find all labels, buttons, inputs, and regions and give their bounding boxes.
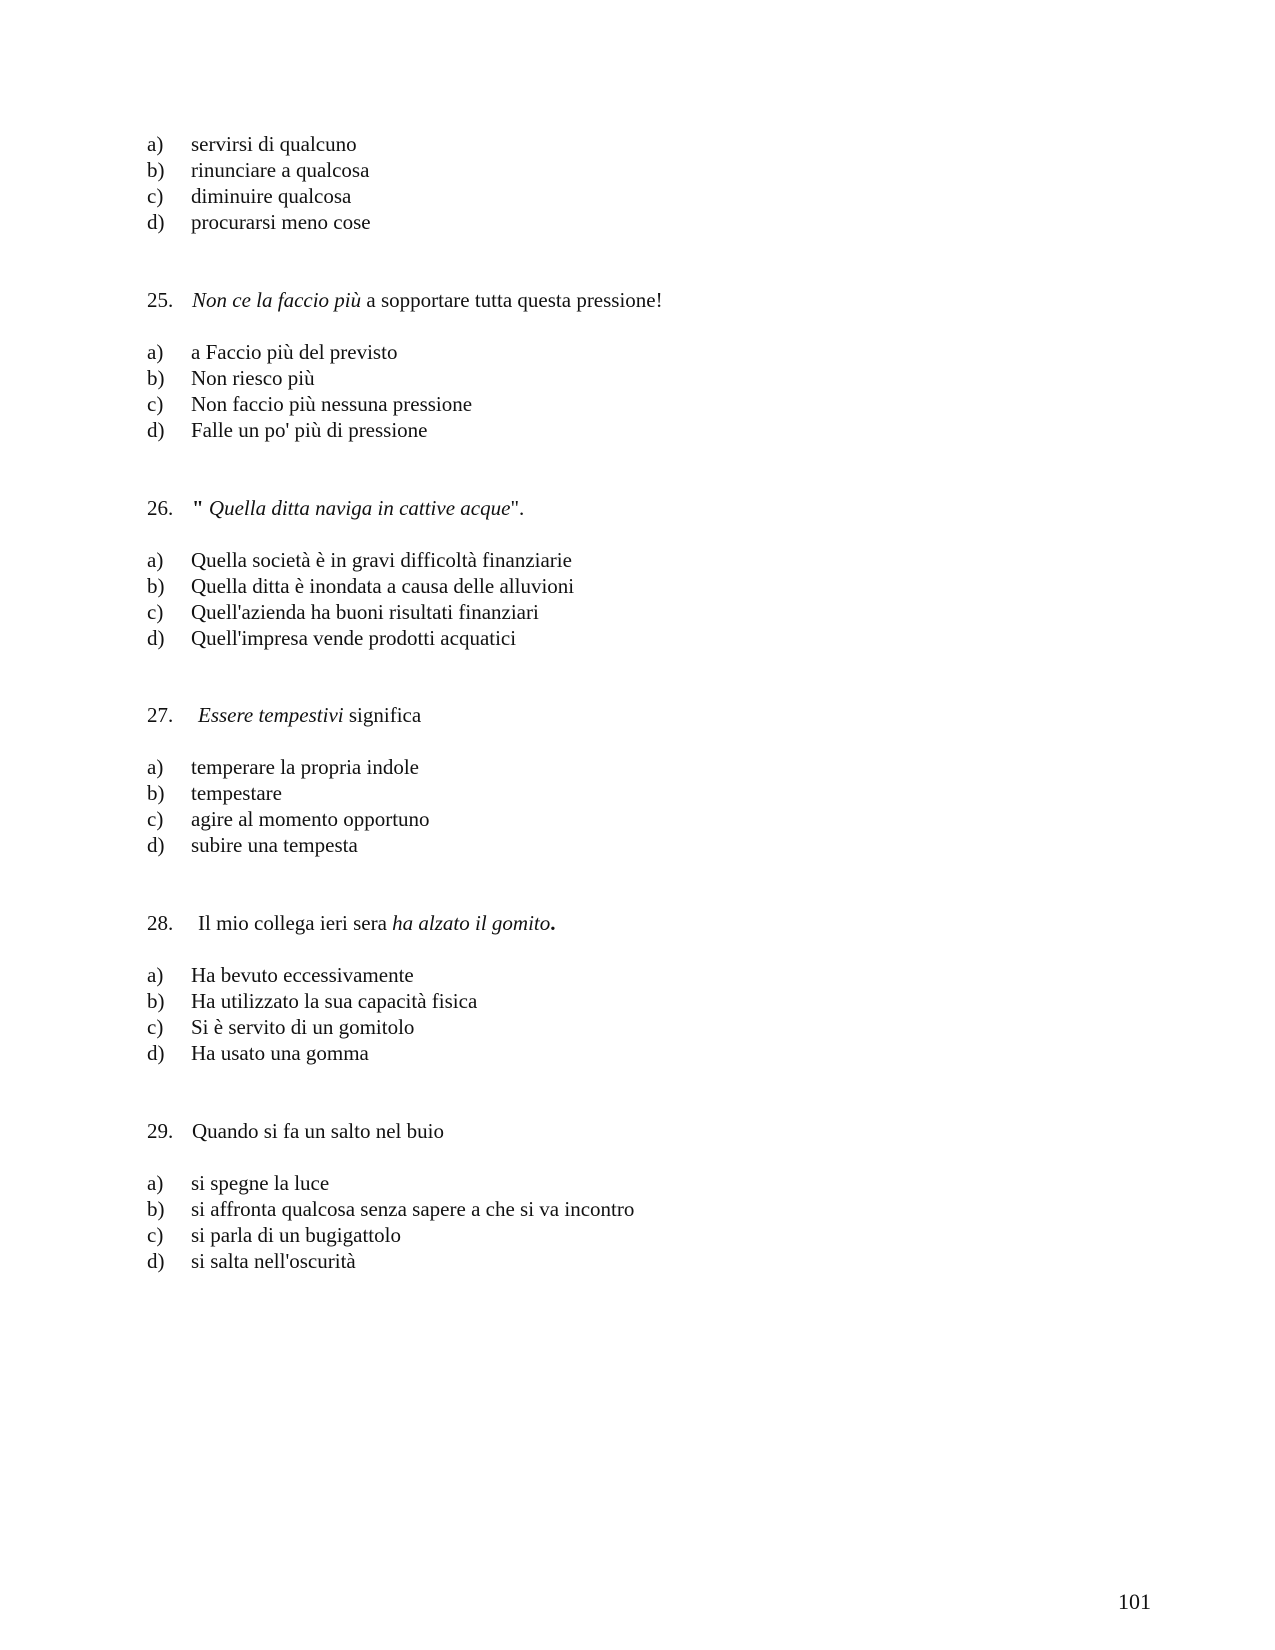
option-text: Non faccio più nessuna pressione xyxy=(191,392,473,416)
option-text: si affronta qualcosa senza sapere a che si va incontro xyxy=(191,1197,635,1221)
stem-italic: ha alzato il gomito xyxy=(392,911,551,935)
stem-rest: a sopportare tutta questa pressione! xyxy=(361,288,663,312)
option-letter: c) xyxy=(147,807,164,831)
question-stem xyxy=(192,286,663,314)
option-letter: a) xyxy=(147,755,164,779)
question-number: 25. xyxy=(147,288,174,312)
option-text: Non riesco più xyxy=(191,366,315,390)
option-letter: b) xyxy=(147,366,165,390)
stem-italic: Non ce la faccio più xyxy=(192,288,362,312)
stem-italic: Quella ditta naviga in cattive acque xyxy=(208,496,511,520)
option-text: Quell'azienda ha buoni risultati finanziari xyxy=(191,600,539,624)
option-text: diminuire qualcosa xyxy=(191,184,352,208)
option-letter: b) xyxy=(147,989,165,1013)
option-text: Quella ditta è inondata a causa delle alluvioni xyxy=(191,574,575,598)
option-text: Si è servito di un gomitolo xyxy=(191,1015,415,1039)
option-letter: a) xyxy=(147,548,164,572)
stem-italic: Essere tempestivi xyxy=(198,703,344,727)
stem-open-quote: " xyxy=(192,496,209,520)
option-letter: d) xyxy=(147,210,165,234)
option-letter: d) xyxy=(147,1041,165,1065)
option-text: subire una tempesta xyxy=(191,833,358,857)
stem-start: Il mio collega ieri sera xyxy=(198,911,393,935)
stem-end: . xyxy=(550,911,556,935)
stem-start: Quando si fa un salto nel buio xyxy=(192,1119,444,1143)
option-letter: d) xyxy=(147,626,165,650)
option-text: servirsi di qualcuno xyxy=(191,132,357,156)
option-letter: b) xyxy=(147,574,165,598)
option-letter: a) xyxy=(147,1171,164,1195)
question-stem xyxy=(192,494,524,522)
option-text: si parla di un bugigattolo xyxy=(191,1223,401,1247)
option-letter: c) xyxy=(147,600,164,624)
option-letter: c) xyxy=(147,1223,164,1247)
option-text: Ha bevuto eccessivamente xyxy=(191,963,414,987)
option-letter: d) xyxy=(147,418,165,442)
option-letter: b) xyxy=(147,1197,165,1221)
question-number: 26. xyxy=(147,496,174,520)
option-text: Quell'impresa vende prodotti acquatici xyxy=(191,626,517,650)
option-letter: a) xyxy=(147,340,164,364)
option-letter: a) xyxy=(147,132,164,156)
option-text: agire al momento opportuno xyxy=(191,807,430,831)
option-text: a Faccio più del previsto xyxy=(191,340,398,364)
question-number: 27. xyxy=(147,703,174,727)
option-letter: c) xyxy=(147,1015,164,1039)
question-number: 29. xyxy=(147,1119,174,1143)
option-letter: c) xyxy=(147,184,164,208)
option-text: procurarsi meno cose xyxy=(191,210,371,234)
page-number: 101 xyxy=(1118,1589,1151,1614)
option-letter: d) xyxy=(147,1249,165,1273)
option-text: Quella società è in gravi difficoltà finanziarie xyxy=(191,548,572,572)
stem-close-quote: ". xyxy=(510,496,525,520)
stem-rest: significa xyxy=(343,703,422,727)
option-text: Falle un po' più di pressione xyxy=(191,418,428,442)
question-number: 28. xyxy=(147,911,174,935)
option-text: si salta nell'oscurità xyxy=(191,1249,356,1273)
option-text: Ha utilizzato la sua capacità fisica xyxy=(191,989,478,1013)
option-letter: c) xyxy=(147,392,164,416)
question-stem xyxy=(198,909,556,937)
option-text: si spegne la luce xyxy=(191,1171,330,1195)
option-text: tempestare xyxy=(191,781,282,805)
option-text: temperare la propria indole xyxy=(191,755,419,779)
option-text: rinunciare a qualcosa xyxy=(191,158,370,182)
question-stem xyxy=(198,701,421,729)
question-stem xyxy=(192,1117,444,1145)
option-letter: b) xyxy=(147,781,165,805)
option-letter: b) xyxy=(147,158,165,182)
option-letter: d) xyxy=(147,833,165,857)
option-text: Ha usato una gomma xyxy=(191,1041,369,1065)
option-letter: a) xyxy=(147,963,164,987)
